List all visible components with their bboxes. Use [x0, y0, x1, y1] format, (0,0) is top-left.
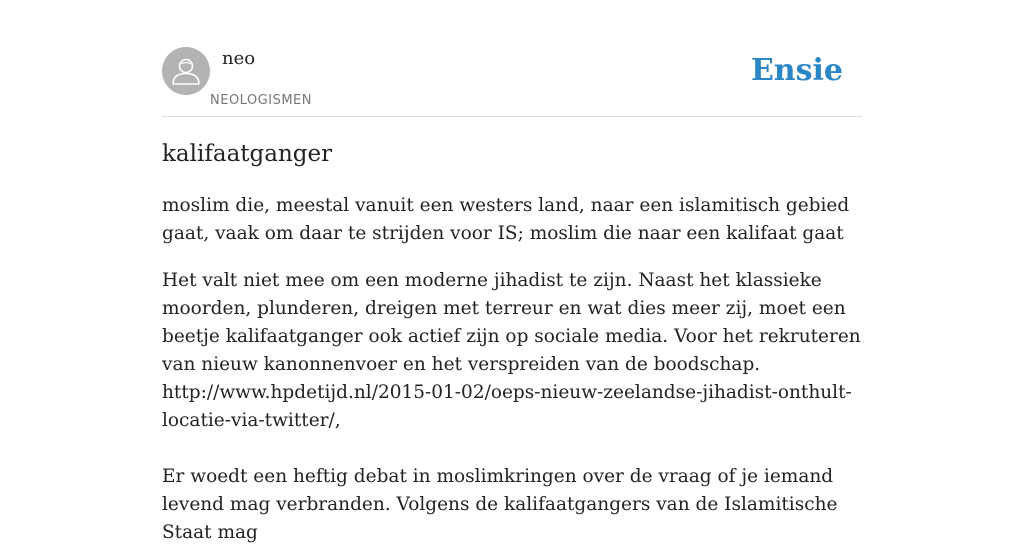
- entry-definition: moslim die, meestal vanuit een westers land, naar een islamitisch gebied gaat, vaak om daar te strijden voor IS; moslim die naar een kalifaat gaat: [162, 195, 850, 244]
- category-label[interactable]: NEOLOGISMEN: [210, 93, 312, 108]
- entry-example: [162, 267, 862, 547]
- paragraph-spacer: [162, 435, 862, 463]
- example-source-link[interactable]: http://www.hpdetijd.nl/2015-01-02/oeps-nieuw-zeelandse-jihadist-onthult-locatie-via-twitter/,: [162, 382, 852, 431]
- example-paragraph-2: Er woedt een heftig debat in moslimkringen over de vraag of je iemand levend mag verbranden. Volgens de kalifaatgangers van de Islamitische Staat mag: [162, 466, 838, 543]
- entry-header: [162, 47, 862, 117]
- user-placeholder-icon[interactable]: [162, 47, 210, 95]
- example-paragraph: Het valt niet mee om een moderne jihadist te zijn. Naast het klassieke moorden, plunderen, dreigen met terreur en wat dies meer zij, moet een beetje kalifaatganger ook actief zijn op sociale media. Voor het rekruteren van nieuw kanonnenvoer en het verspreiden van de boodschap.: [162, 270, 861, 375]
- entry-title: kalifaatganger: [162, 141, 333, 167]
- brand-logo[interactable]: Ensie: [750, 53, 843, 88]
- author-name[interactable]: neo: [222, 48, 256, 69]
